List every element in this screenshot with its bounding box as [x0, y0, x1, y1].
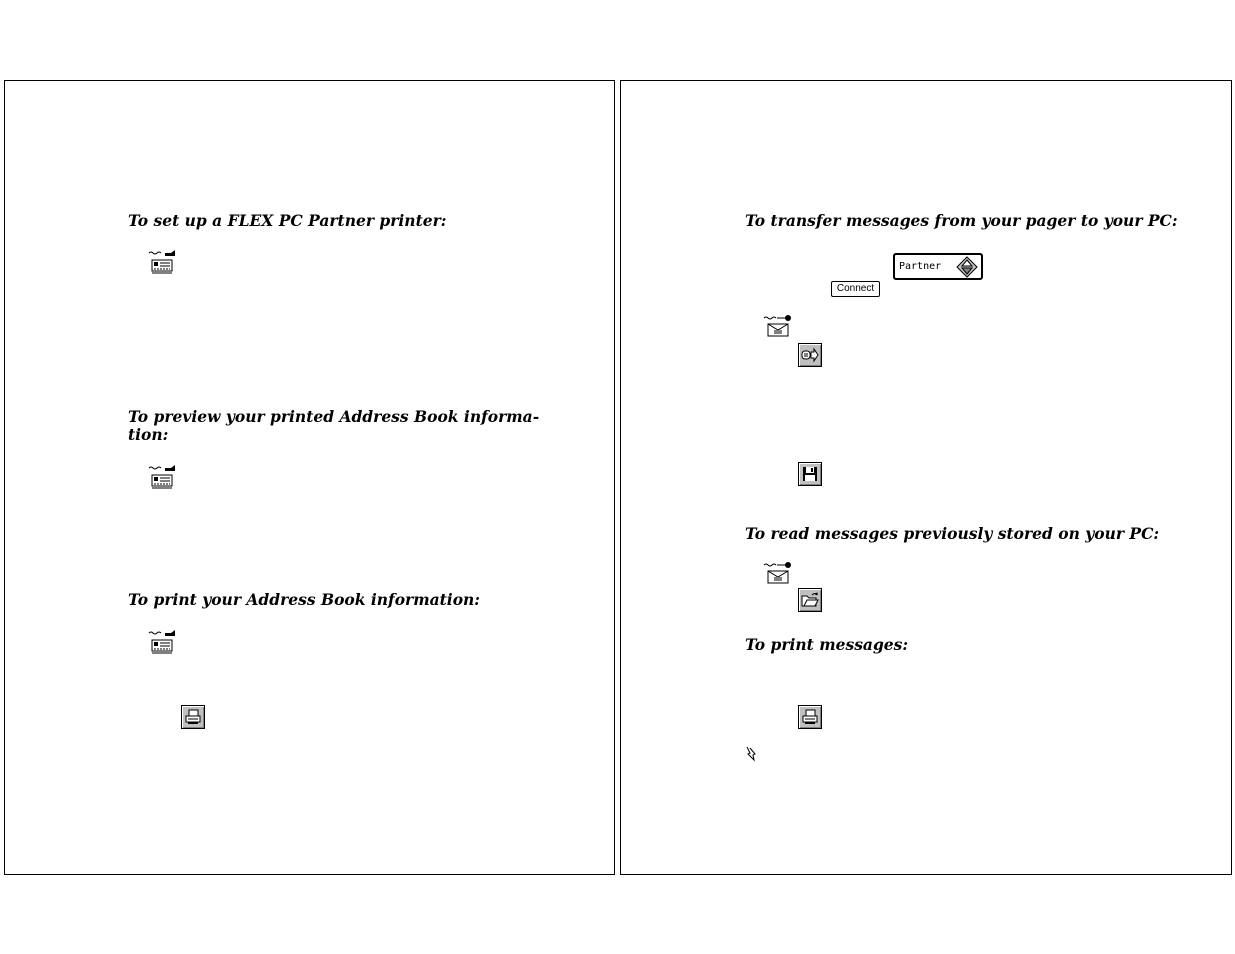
left-page	[4, 80, 615, 875]
printer-icon	[801, 708, 819, 726]
address-book-icon	[147, 629, 177, 661]
address-book-icon	[147, 464, 177, 496]
heading-printer-setup: To set up a FLEX PC Partner printer:	[128, 211, 447, 230]
printer-icon	[184, 708, 202, 726]
heading-read-messages: To read messages previously stored on your PC:	[745, 524, 1160, 543]
connect-button[interactable]: Connect	[831, 281, 880, 297]
right-page	[620, 80, 1232, 875]
transfer-icon	[801, 346, 819, 364]
open-folder-icon	[801, 591, 819, 609]
heading-print-address-book: To print your Address Book information:	[128, 590, 481, 609]
transfer-button[interactable]	[798, 343, 822, 367]
heading-print-messages: To print messages:	[745, 635, 909, 654]
messages-icon	[761, 561, 793, 589]
open-button[interactable]	[798, 588, 822, 612]
note-arrow-icon	[745, 746, 759, 766]
spinner-arrows-icon	[956, 256, 978, 278]
heading-preview: To preview your printed Address Book informa- tion:	[128, 407, 540, 444]
save-disk-icon	[801, 465, 819, 483]
print-button[interactable]	[181, 705, 205, 729]
heading-transfer-messages: To transfer messages from your pager to your PC:	[745, 211, 1178, 230]
save-button[interactable]	[798, 462, 822, 486]
address-book-icon	[147, 249, 177, 281]
print-button[interactable]	[798, 705, 822, 729]
partner-select-value: Partner	[899, 261, 942, 272]
messages-icon	[761, 314, 793, 342]
partner-select[interactable]	[893, 253, 983, 280]
